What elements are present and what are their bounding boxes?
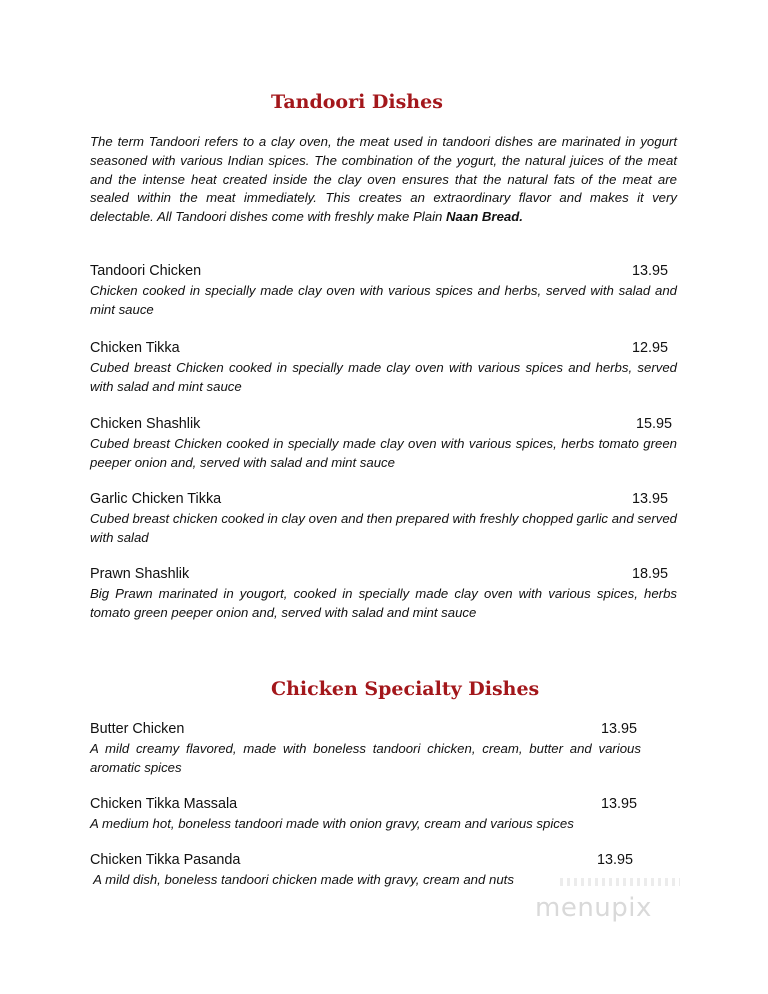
tandoori-intro-text: The term Tandoori refers to a clay oven, the meat used in tandoori dishes are marinated in yogurt seasoned with various Indian spices. The combination of the yogurt, the natural juices of the meat and the intense heat created inside the clay oven ensures that the natural fats of the meat are sealed within the meat immediately. This creates an extraordinary flavor and makes it very delectable. All Tandoori dishes come with freshly make Plain (90, 134, 677, 225)
item-price: 13.95 (632, 263, 669, 279)
item-description: Cubed breast chicken cooked in clay oven and then prepared with freshly chopped garlic and served with salad (90, 511, 677, 545)
item-name: Tandoori Chicken (90, 263, 202, 279)
tandoori-intro (90, 133, 677, 227)
item-description: Big Prawn marinated in yougort, cooked in specially made clay oven with various spices, herbs tomato green peeper onion and, served with salad and mint sauce (90, 586, 677, 620)
item-description: Cubed breast Chicken cooked in specially made clay oven with various spices and herbs, served with salad and mint sauce (90, 360, 677, 394)
item-name: Chicken Tikka Pasanda (90, 852, 241, 868)
item-name: Chicken Tikka Massala (90, 796, 238, 812)
item-price: 13.95 (597, 852, 634, 868)
tandoori-intro-bold: Naan Bread. (446, 209, 523, 225)
item-price: 12.95 (632, 340, 669, 356)
item-price: 13.95 (632, 491, 669, 507)
item-price: 13.95 (601, 721, 638, 737)
chicken-specialty-section-title: Chicken Specialty Dishes (271, 678, 540, 700)
menupix-logo-icon: menupix (535, 893, 652, 923)
item-description: A medium hot, boneless tandoori made with onion gravy, cream and various spices (90, 816, 574, 831)
item-description: A mild dish, boneless tandoori chicken made with gravy, cream and nuts (90, 872, 514, 887)
item-description: A mild creamy flavored, made with boneless tandoori chicken, cream, butter and various aromatic spices (90, 741, 641, 775)
item-name: Prawn Shashlik (90, 566, 190, 582)
item-price: 13.95 (601, 796, 638, 812)
item-name: Chicken Tikka (90, 340, 180, 356)
tandoori-section-title: Tandoori Dishes (271, 91, 443, 113)
item-name: Chicken Shashlik (90, 416, 201, 432)
watermark-dots (560, 878, 680, 886)
item-price: 15.95 (636, 416, 673, 432)
item-price: 18.95 (632, 566, 669, 582)
item-name: Butter Chicken (90, 721, 185, 737)
item-description: Chicken cooked in specially made clay oven with various spices and herbs, served with salad and mint sauce (90, 283, 677, 317)
item-name: Garlic Chicken Tikka (90, 491, 222, 507)
item-description: Cubed breast Chicken cooked in specially made clay oven with various spices, herbs tomato green peeper onion and, served with salad and mint sauce (90, 436, 677, 470)
